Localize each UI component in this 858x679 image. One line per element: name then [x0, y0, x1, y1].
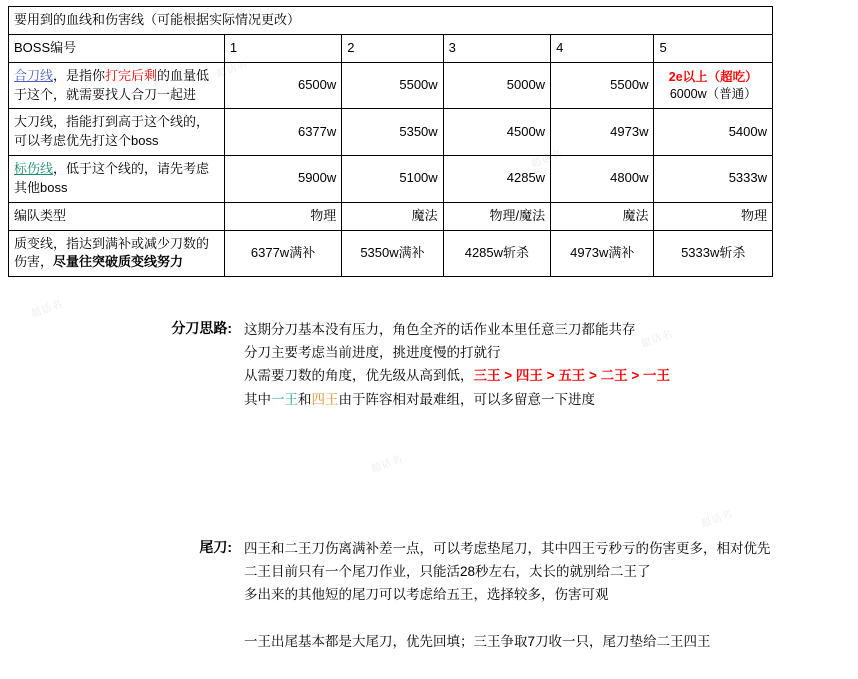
- fendao-line-4-pre: 其中: [244, 391, 271, 407]
- biaoshang-text: ，低于这个线的，请先考虑其他boss: [14, 161, 210, 195]
- table-title-row: [9, 7, 773, 35]
- fendao-line-3-prefix: 从需要刀数的角度，优先级从高到低，: [244, 368, 474, 384]
- cell-zhibian-3: 4285w斩杀: [443, 230, 550, 277]
- weidao-line-1: 四王和二王刀伤离满补差一点，可以考虑垫尾刀，其中四王亏秒亏的伤害更多，相对优先: [244, 540, 771, 556]
- fendao-line-4: [244, 388, 858, 411]
- table-row: [9, 62, 773, 109]
- watermark: 超话名: [699, 508, 735, 531]
- row-label-dadao: 大刀线，指能打到高于这个线的，可以考虑优先打这个boss: [9, 109, 225, 156]
- cell-biaoshang-1: 5900w: [224, 156, 341, 203]
- note-head-weidao: 尾刀:: [199, 538, 232, 555]
- fendao-line-3: [244, 364, 858, 387]
- cell-team-3: 物理/魔法: [443, 202, 550, 230]
- cell-biaoshang-4: 4800w: [551, 156, 654, 203]
- cell-biaoshang-3: 4285w: [443, 156, 550, 203]
- table-row: [9, 230, 773, 277]
- cell-hedao-3: 5000w: [443, 62, 550, 109]
- cell-dadao-1: 6377w: [224, 109, 341, 156]
- cell-team-4: 魔法: [551, 202, 654, 230]
- note-block-fendao: [0, 318, 858, 411]
- table-row: [9, 109, 773, 156]
- hedao-text-before: ，是指你: [53, 67, 106, 83]
- note-body-fendao: [244, 318, 858, 411]
- table-title: 要用到的血线和伤害线（可能根据实际情况更改）: [9, 7, 773, 35]
- fendao-line-4-post: 由于阵容相对最难组，可以多留意一下进度: [338, 391, 595, 407]
- header-col-3: 3: [443, 34, 550, 62]
- note-body-weidao: [244, 537, 858, 653]
- notes-area: [0, 318, 858, 679]
- biaoshang-link[interactable]: 标伤线: [14, 161, 54, 177]
- weidao-line-4: [244, 607, 858, 630]
- watermark: 超话名: [639, 328, 675, 351]
- fendao-boss-four: 四王: [311, 391, 339, 407]
- row-label-hedao: [9, 62, 225, 109]
- cell-dadao-5: 5400w: [654, 109, 773, 156]
- zhibian-text-normal: 质变线，指达到满补或减少刀数的伤害，: [14, 235, 210, 270]
- hedao-link[interactable]: 合刀线: [14, 67, 54, 83]
- weidao-line-2: 二王目前只有一个尾刀作业，只能活28秒左右，太长的就别给二王了: [244, 564, 651, 580]
- weidao-line-3: 多出来的其他短的尾刀可以考虑给五王，选择较多，伤害可观: [244, 587, 609, 603]
- cell-team-5: 物理: [654, 202, 773, 230]
- fendao-line-1: 这期分刀基本没有压力，角色全齐的话作业本里任意三刀都能共存: [244, 322, 636, 337]
- cell-hedao-5: [654, 62, 773, 109]
- header-col-2: 2: [342, 34, 443, 62]
- fendao-priority-order: 三王 > 四王 > 五王 > 二王 > 一王: [473, 368, 671, 384]
- cell-hedao-4: 5500w: [551, 62, 654, 109]
- note-head-fendao: 分刀思路:: [171, 320, 232, 336]
- hedao-text-after: 的血量低于这个，就需要找人合刀一起进: [14, 67, 210, 102]
- header-col-1: 1: [224, 34, 341, 62]
- watermark: 超话名: [369, 453, 405, 476]
- watermark: 超话名: [29, 298, 65, 321]
- cell-zhibian-2: 5350w满补: [342, 230, 443, 277]
- cell-hedao-2: 5500w: [342, 62, 443, 109]
- header-col-5: 5: [654, 34, 773, 62]
- fendao-line-2: 分刀主要考虑当前进度，挑进度慢的打就行: [244, 345, 501, 361]
- cell-dadao-2: 5350w: [342, 109, 443, 156]
- row-label-biaoshang: [9, 156, 225, 203]
- cell-hedao-5-line1: 2e以上（超吃）: [668, 70, 758, 85]
- cell-team-2: 魔法: [342, 202, 443, 230]
- table-row: [9, 156, 773, 203]
- cell-hedao-5-line2: 6000w（普通）: [669, 86, 757, 101]
- zhibian-text-bold: 尽量往突破质变线努力: [53, 254, 184, 270]
- fendao-boss-one: 一王: [271, 391, 298, 407]
- weidao-line-5: 一王出尾基本都是大尾刀，优先回填；三王争取7刀收一只，尾刀垫给二王四王: [244, 633, 711, 649]
- cell-dadao-3: 4500w: [443, 109, 550, 156]
- cell-dadao-4: 4973w: [551, 109, 654, 156]
- cell-biaoshang-2: 5100w: [342, 156, 443, 203]
- cell-team-1: 物理: [224, 202, 341, 230]
- table-header-row: [9, 34, 773, 62]
- header-label: BOSS编号: [9, 34, 225, 62]
- boss-damage-table: [8, 6, 773, 277]
- cell-zhibian-1: 6377w满补: [224, 230, 341, 277]
- note-spacer: [0, 437, 858, 453]
- table-row: [9, 202, 773, 230]
- header-col-4: 4: [551, 34, 654, 62]
- cell-zhibian-5: 5333w斩杀: [654, 230, 773, 277]
- row-label-zhibian: [9, 230, 225, 277]
- cell-hedao-1: 6500w: [224, 62, 341, 109]
- spreadsheet-area: [8, 6, 773, 277]
- cell-zhibian-4: 4973w满补: [551, 230, 654, 277]
- note-block-weidao: [0, 537, 858, 653]
- hedao-text-red: 打完后剩: [105, 67, 158, 83]
- cell-biaoshang-5: 5333w: [654, 156, 773, 203]
- row-label-team-type: 编队类型: [9, 202, 225, 230]
- fendao-line-4-mid: 和: [298, 391, 312, 407]
